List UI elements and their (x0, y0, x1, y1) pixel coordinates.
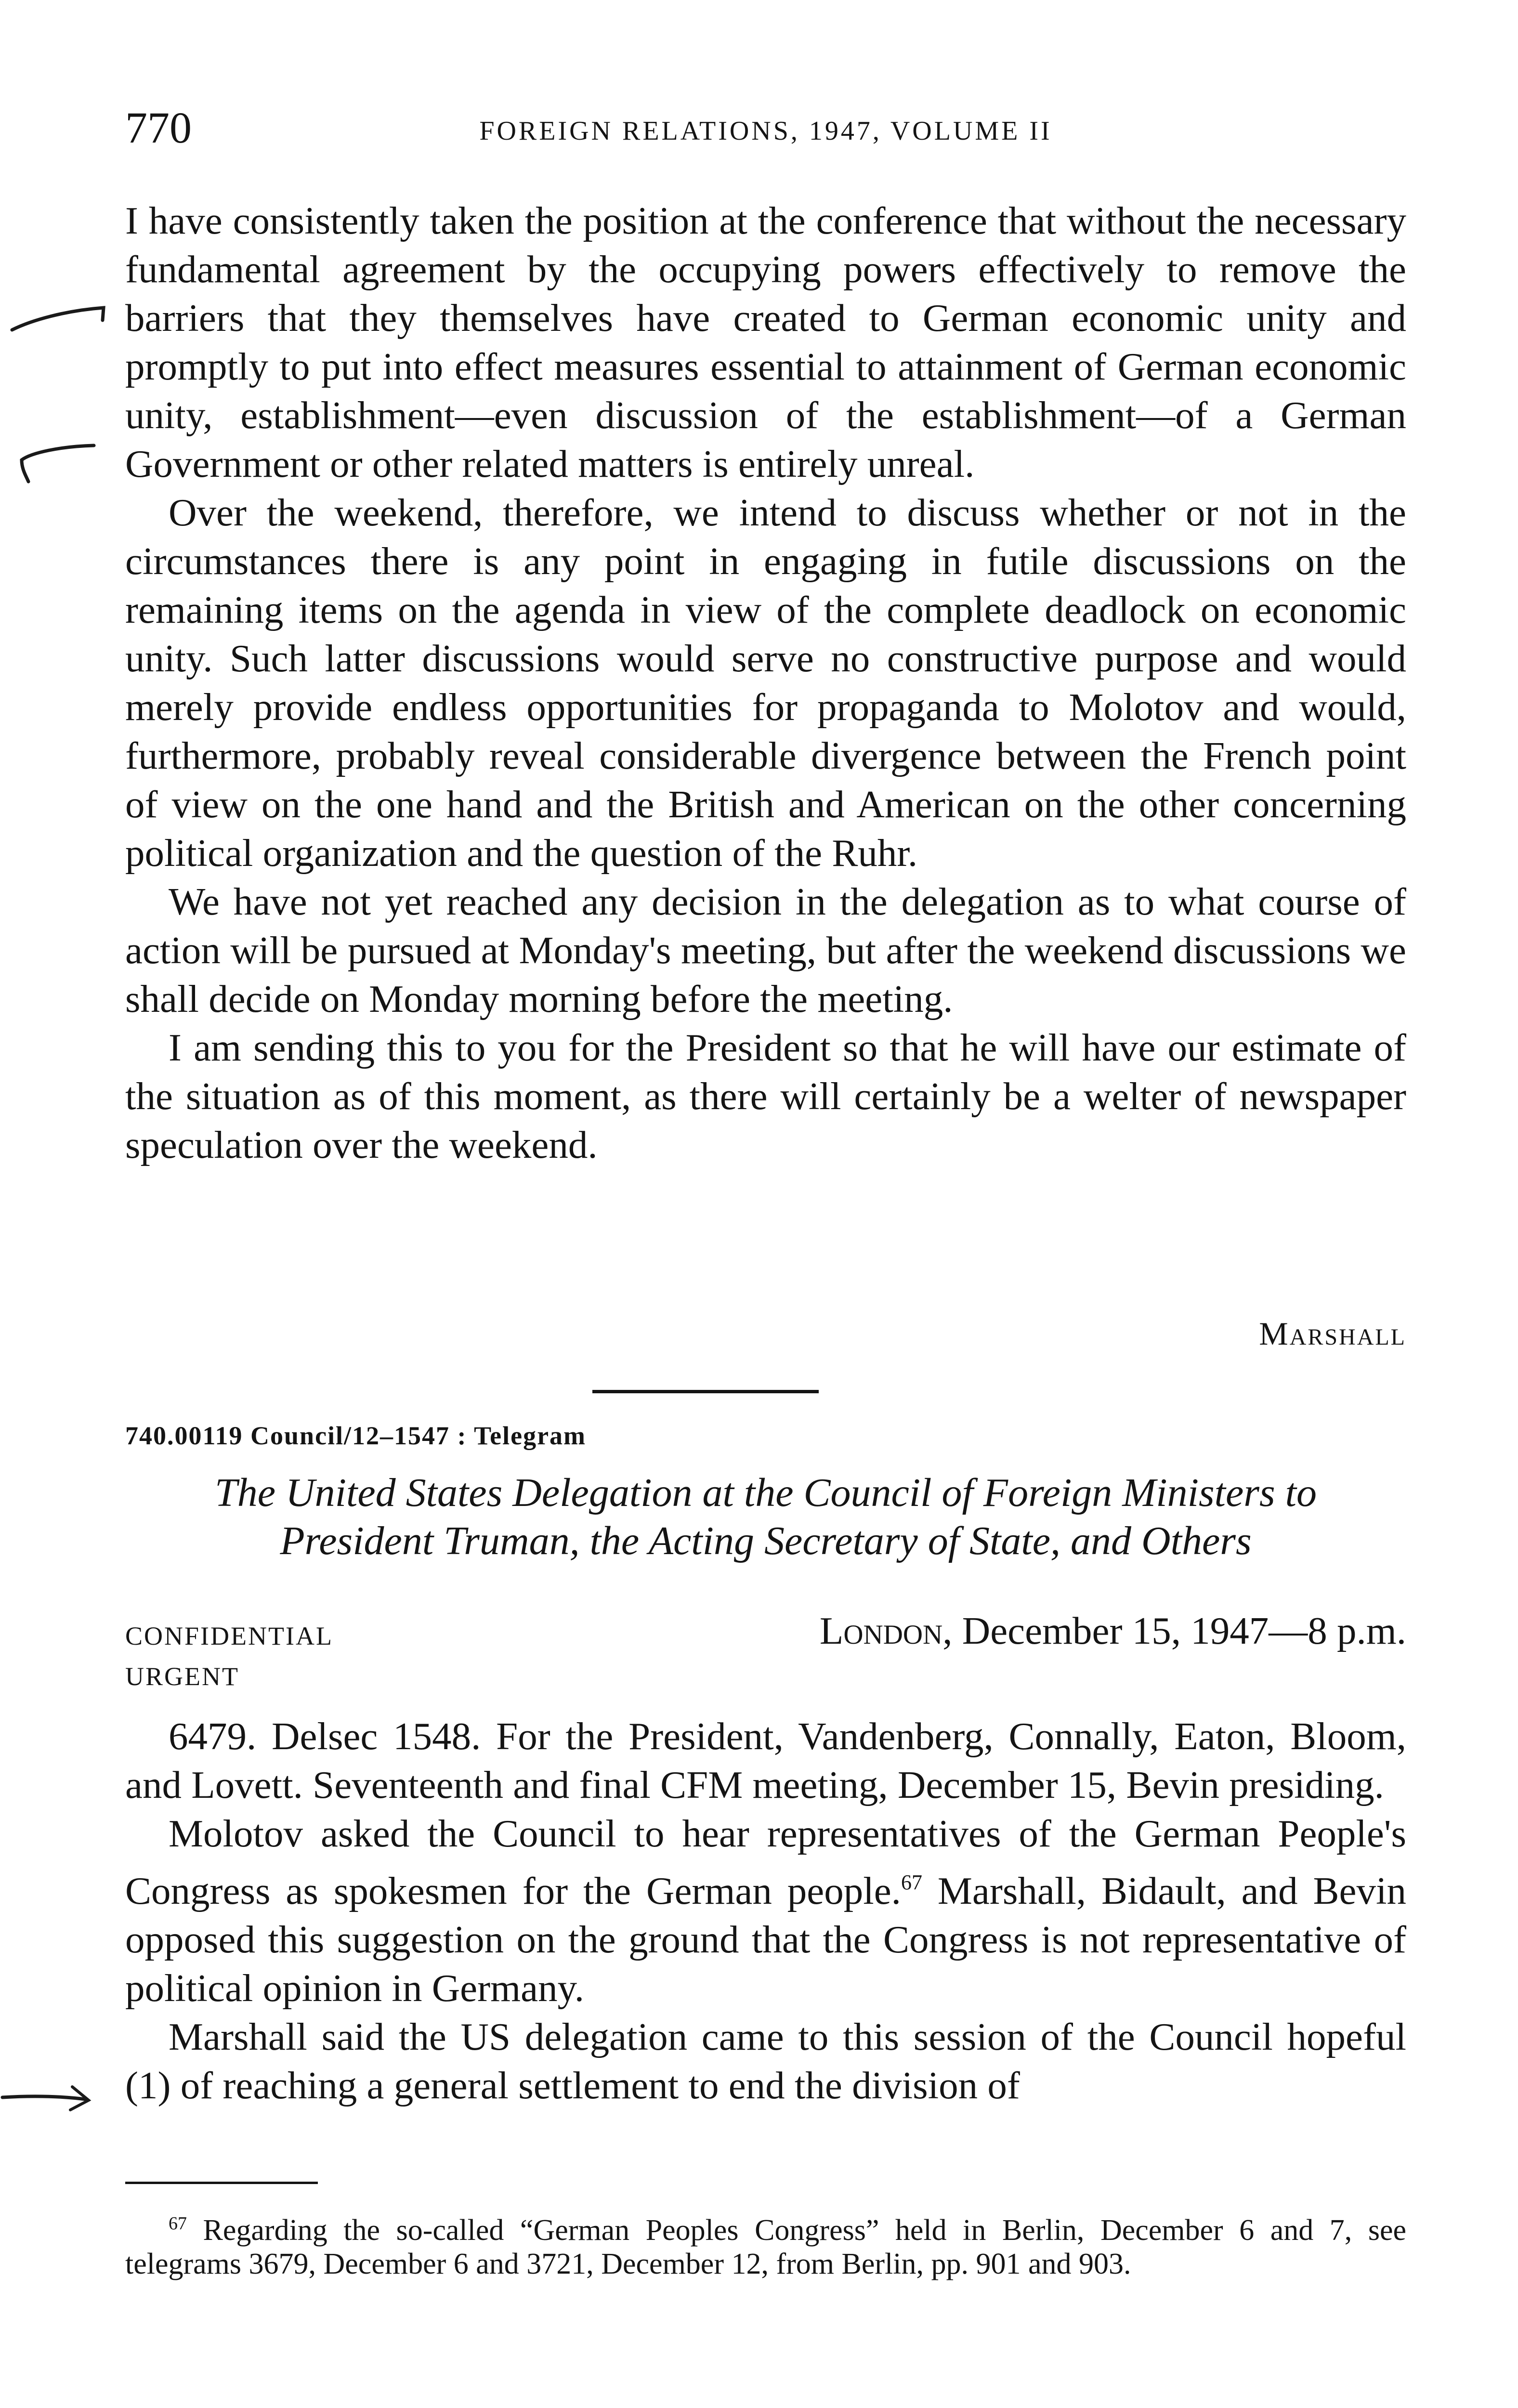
telegram-body (125, 1712, 1406, 2110)
paragraph: I have consistently taken the position at the conference that without the necessary fundamental agreement by the occupying powers effectively to remove the barriers that they themselves have created to German economic unity and promptly to put into effect measures essential to attainment of German economic unity, establishment—even discussion of the establishment—of a German Government or other related matters is entirely unreal. (125, 199, 1406, 485)
document-title (125, 1469, 1406, 1565)
dateline-place: London (819, 1609, 943, 1652)
dateline-date: , December 15, 1947—8 p.m. (942, 1609, 1406, 1652)
document-title-line: President Truman, the Acting Secretary of State, and Others (280, 1518, 1252, 1563)
margin-mark-icon (7, 431, 104, 489)
paragraph: 6479. Delsec 1548. For the President, Vandenberg, Connally, Eaton, Bloom, and Lovett. Seventeenth and final CFM meeting, December 15, Bevin presiding. (125, 1714, 1406, 1806)
continued-telegram-text (125, 196, 1406, 1169)
signature: Marshall (1259, 1315, 1406, 1352)
section-divider (592, 1390, 819, 1393)
margin-arrow-icon (0, 2078, 96, 2117)
paragraph: Molotov asked the Council to hear representatives of the German People's Congress as spokesmen for the German people.$^{67}$ Marshall, Bidault, and Bevin opposed this suggestion on the ground that the Congress is not representative of political opinion in Germany. (125, 1812, 1407, 2010)
priority-label: URGENT (125, 1662, 239, 1691)
footnote-number: 67 (169, 2213, 187, 2234)
running-title: FOREIGN RELATIONS, 1947, VOLUME II (479, 116, 1052, 146)
page-number: 770 (125, 103, 192, 152)
footnote-reference: 67 (901, 1871, 922, 1894)
footnote-rule (125, 2182, 318, 2184)
document-title-line: The United States Delegation at the Council of Foreign Ministers to (215, 1470, 1317, 1515)
page-header (125, 101, 1406, 154)
dateline (820, 1609, 1406, 1653)
paragraph: I am sending this to you for the President so that he will have our estimate of the situation as of this moment, as there will certainly be a welter of newspaper speculation over the weekend. (125, 1026, 1406, 1166)
footnote (125, 2207, 1406, 2281)
file-reference: 740.00119 Council/12–1547 : Telegram (125, 1421, 587, 1450)
paragraph: Over the weekend, therefore, we intend to discuss whether or not in the circumstances there is any point in engaging in futile discussions on the remaining items on the agenda in view of the complete deadlock on economic unity. Such latter discussions would serve no constructive purpose and would merely provide endless opportunities for propaganda to Molotov and would, furthermore, probably reveal considerable divergence between the French point of view on the one hand and the British and American on the other concerning political organization and the question of the Ruhr. (125, 491, 1406, 875)
footnote-text: Regarding the so-called “German Peoples Congress” held in Berlin, December 6 and 7, see telegrams 3679, December 6 and 3721, December 12, from Berlin, pp. 901 and 903. (125, 2214, 1406, 2280)
paragraph: We have not yet reached any decision in the delegation as to what course of action will be pursued at Monday's meeting, but after the weekend discussions we shall decide on Monday morning before the meeting. (125, 880, 1406, 1021)
margin-mark-icon (7, 291, 113, 340)
classification-label: CONFIDENTIAL (125, 1622, 333, 1650)
paragraph: Marshall said the US delegation came to this session of the Council hopeful (1) of reaching a general settlement to end the division of (125, 2015, 1406, 2107)
